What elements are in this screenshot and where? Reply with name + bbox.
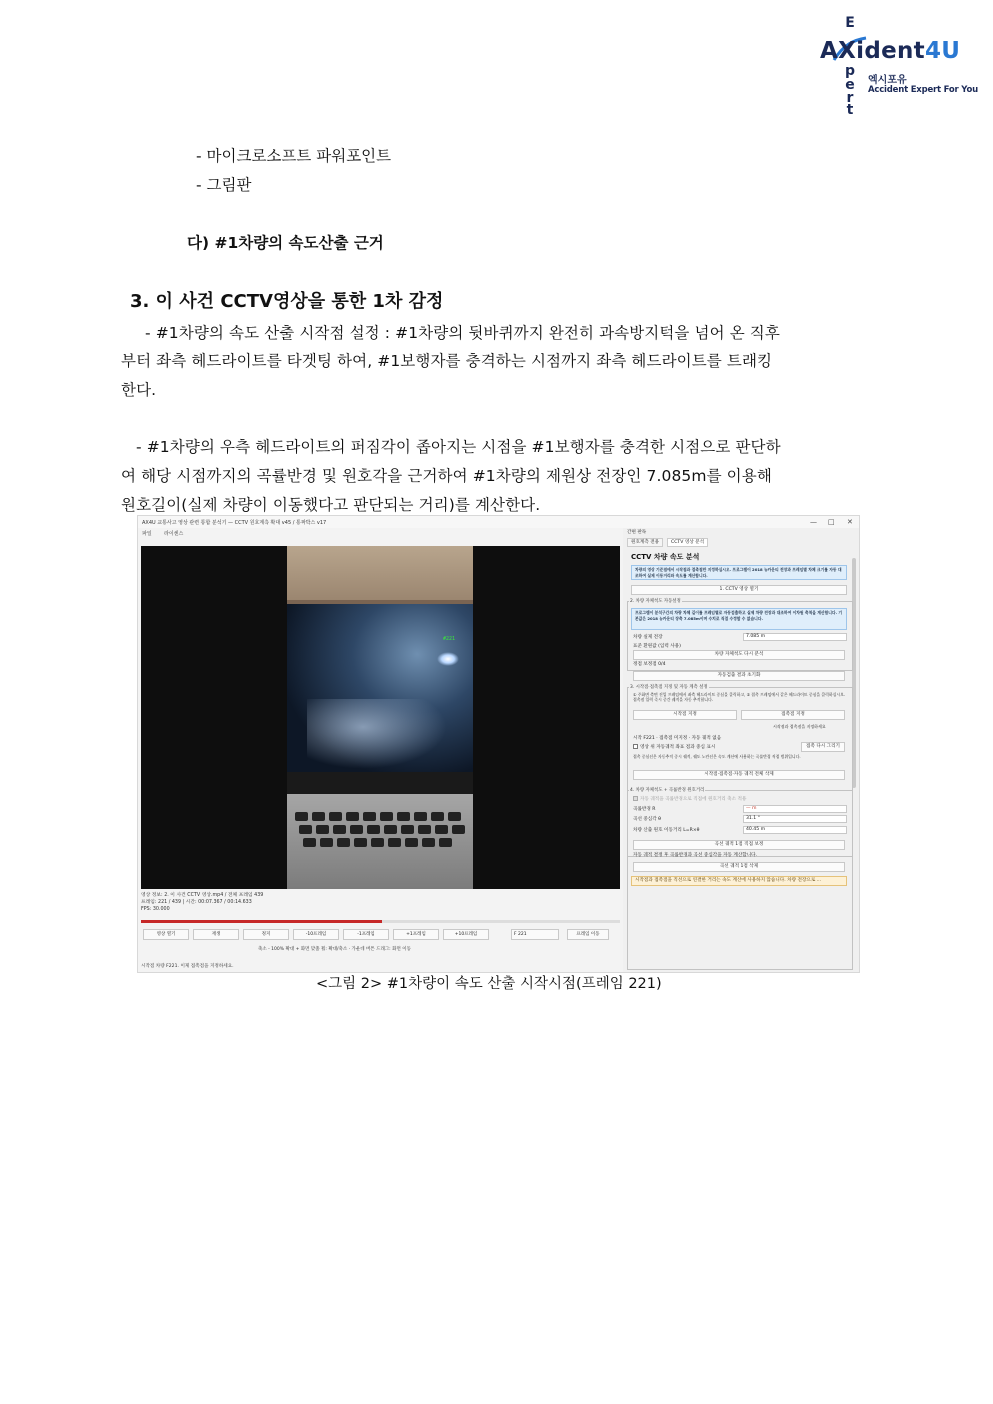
- redetect-button[interactable]: 차량 자체척도 다시 분석: [633, 650, 845, 660]
- reset-detect-button[interactable]: 자동검출 결과 초기화: [633, 671, 845, 681]
- arc-length-label: 차량 산출 원호 이동거리 L=R×θ: [633, 828, 700, 833]
- video-info-line: 프레임: 221 / 439 | 시간: 00:07.367 / 00:14.633: [141, 900, 252, 905]
- arc-auto-text: 자동 궤적 결정 후 곡률반경과 곡선 중심각을 자동 계산합니다.: [633, 853, 758, 858]
- radius-field[interactable]: — m: [743, 805, 847, 813]
- status-bar: 시작점 차량 F221. 이제 접촉점을 지정하세요.: [141, 964, 234, 969]
- embedded-screenshot: [137, 515, 860, 973]
- cctv-night-scene: [287, 604, 473, 772]
- logo-vertical-top: E: [845, 15, 855, 31]
- vehicle-length-label: 차량 실제 전장: [633, 635, 663, 640]
- tab-cctv-analysis[interactable]: CCTV 영상 분석: [667, 538, 708, 547]
- para2-line1: - #1차량의 우측 헤드라이트의 퍼짐각이 좁아지는 시점을 #1보행자를 충격한 시점으로 판단하: [136, 438, 781, 456]
- arc-length-field[interactable]: 40.45 m: [743, 826, 847, 834]
- delete-all-points-button[interactable]: 시작점·접촉점·자동 궤적 전체 삭제: [633, 770, 845, 780]
- points-note: ① 주화면 측면 진입 프레임에서 좌측 헤드라이트 중심을 클릭하고, ② 접촉 프레임에서 같은 헤드라이트 중심을 클릭하십시오. 접촉점 입력 즉시 중간 궤적을 자동 추적합니다.: [633, 692, 846, 702]
- trajectory-checkbox[interactable]: [633, 744, 715, 750]
- play-button[interactable]: 재생: [193, 929, 239, 940]
- tab-arc-measure[interactable]: 원호계측 전용: [627, 538, 663, 547]
- start-point-button[interactable]: 시작점 지정: [633, 710, 737, 720]
- menu-bar: [138, 528, 623, 538]
- contact-point-button[interactable]: 접촉점 지정: [741, 710, 845, 720]
- playback-progress-fill: [141, 920, 382, 923]
- logo-vertical-p: p: [844, 63, 856, 79]
- radius-label: 곡률반경 R: [633, 807, 656, 812]
- zoom-controls[interactable]: 축소 - 100% 확대 + 화면 맞춤 휠: 확대/축소 · 가운데 버튼 드래그: 화면 이동: [258, 947, 411, 952]
- logo-vertical-r: r: [846, 90, 854, 106]
- logo-letter-a: A: [820, 38, 839, 64]
- panel-top-label: 간편 판독: [627, 530, 647, 535]
- angle-field[interactable]: 31.1 °: [743, 815, 847, 823]
- menu-file[interactable]: 파일: [142, 531, 152, 537]
- panel-heading: CCTV 차량 속도 분석: [631, 553, 700, 561]
- auto-scale-note: 프로그램이 분석구간의 차량 차체 길이를 프레임별로 자동검출하고 실제 차량 전장과 대조하여 이차원 축척을 계산합니다. 기본값은 2018 뉴카운티 장축 7.085m이며 수치로 직접 수정할 수 없습니다.: [631, 608, 847, 630]
- back-10-frames-button[interactable]: -10프레임: [293, 929, 339, 940]
- list-item: - 마이크로소프트 파워포인트: [196, 147, 392, 165]
- video-info: [141, 892, 620, 913]
- reference-label: 표준 환원값 (입력 사용): [633, 644, 681, 649]
- logo-tagline: Accident Expert For You: [868, 85, 978, 95]
- logo-korean: 엑시포유: [868, 75, 907, 86]
- arc-delete-button[interactable]: 곡선 궤적 1점 삭제: [633, 862, 845, 872]
- app-title: AX4U 교통사고 영상 관련 통합 분석기 — CCTV 원호계측 확대 v45 / 통짜박스 v17: [142, 520, 327, 526]
- section-title: 3. 이 사건 CCTV영상을 통한 1차 감정: [130, 291, 444, 312]
- playback-buttons: [141, 929, 620, 941]
- vehicle-length-field[interactable]: 7.085 m: [743, 633, 847, 641]
- auto-arc-checkbox[interactable]: [633, 796, 746, 802]
- panel-tabs: [625, 538, 857, 547]
- intro-note: 차량의 영상 기준점에서 시작점과 접촉점만 지정하십시오. 프로그램이 2018 뉴카운티 전장과 프레임별 차체 크기를 자동 대조하여 실제 이동거리와 속도를 계산합니다.: [631, 565, 847, 580]
- redetect-result: 정점 보정점 0/4: [633, 662, 666, 667]
- para1-line3: 한다.: [121, 381, 157, 399]
- laptop-keyboard: [287, 794, 473, 889]
- video-frame: [287, 546, 473, 889]
- video-info-line: FPS: 30.000: [141, 907, 170, 912]
- menu-license[interactable]: 라이센스: [164, 531, 184, 537]
- frame-background: [287, 546, 473, 600]
- angle-label: 곡선 중심각 θ: [633, 817, 661, 822]
- subsection-title: 다) #1차량의 속도산출 근거: [187, 234, 384, 252]
- para2-line3: 원호길이(실제 차량이 이동했다고 판단되는 거리)를 계산한다.: [121, 496, 541, 514]
- para1-line2: 부터 좌측 헤드라이트를 타겟팅 하여, #1보행자를 충격하는 시점까지 좌측 헤드라이트를 트래킹: [121, 352, 773, 370]
- points-note-2: 접촉 중심선은 자동추적 중시 궤적, 궤도 노란선은 속도 계산에 사용하는 곡률반경 직접 범위입니다.: [633, 754, 801, 759]
- video-info-line: 영상 정보: 2. 이 사건 CCTV 영상.mp4 / 전체 프레임 439: [141, 893, 264, 898]
- list-item: - 그림판: [196, 176, 252, 194]
- analysis-panel: [623, 528, 859, 972]
- logo-word-4u: 4U: [924, 38, 961, 64]
- company-logo: [818, 15, 978, 118]
- track-status: 시작 F221 · 접촉점 미지정 · 자동 궤적 없음: [633, 736, 722, 741]
- logo-vertical-t: t: [846, 102, 854, 118]
- video-overlay-label: #221: [443, 636, 456, 642]
- right-hint: 시작점과 접촉점을 지정하세요: [773, 724, 826, 729]
- group-points-label: 3. 시작점·접촉점 지정 및 자동 계측 설정: [630, 685, 708, 690]
- app-title-bar: [138, 516, 859, 528]
- open-cctv-button[interactable]: 1. CCTV 영상 열기: [631, 585, 847, 595]
- laptop-bezel: [287, 772, 473, 794]
- video-viewer[interactable]: [141, 546, 620, 889]
- logo-wordmark: [820, 38, 960, 64]
- logo-vertical-e: e: [845, 77, 855, 93]
- checkbox-icon[interactable]: [633, 796, 638, 801]
- checkbox-label: 영상 위 자동궤적 좌표 점과 중심 표시: [640, 745, 716, 750]
- minimize-icon[interactable]: —: [810, 518, 817, 526]
- back-1-frame-button[interactable]: -1프레임: [343, 929, 389, 940]
- open-video-button[interactable]: 영상 열기: [143, 929, 189, 940]
- headlight-glow: [437, 652, 459, 666]
- playback-progress[interactable]: [141, 920, 620, 923]
- group-arc-label: 4. 차량 자체척도 + 곡률반경 원호거리: [630, 788, 705, 793]
- maximize-icon[interactable]: □: [828, 518, 835, 526]
- warning-banner: 시작점과 접촉점을 직선으로 연결한 거리는 속도 계산에 사용하지 않습니다. 차량 전장으로 ...: [631, 876, 847, 886]
- go-to-frame-button[interactable]: 프레임 이동: [567, 929, 609, 940]
- para2-line2: 여 해당 시점까지의 곡률반경 및 원호각을 근거하여 #1차량의 제원상 전장인 7.085m를 이용해: [121, 467, 772, 485]
- logo-word-rest: ident: [856, 38, 925, 64]
- arc-adjust-button[interactable]: 곡선 궤적 1점 직접 보정: [633, 840, 845, 850]
- forward-1-frame-button[interactable]: +1프레임: [393, 929, 439, 940]
- frame-number-input[interactable]: F 221: [511, 929, 559, 940]
- stop-button[interactable]: 정지: [243, 929, 289, 940]
- para1-line1: - #1차량의 속도 산출 시작점 설정 : #1차량의 뒷바퀴까지 완전히 과속방지턱을 넘어 온 직후: [145, 324, 780, 342]
- close-icon[interactable]: ✕: [847, 518, 853, 526]
- figure-caption: <그림 2> #1차량이 속도 산출 시작시점(프레임 221): [316, 976, 662, 992]
- auto-arc-label: 자동 궤적을 곡률반경으로 직접에 원호거리 축소 적용: [640, 797, 747, 802]
- forward-10-frames-button[interactable]: +10프레임: [443, 929, 489, 940]
- logo-letter-x: X: [838, 38, 857, 64]
- group-auto-scale-label: 2. 차량 자체척도 자동설정: [630, 599, 681, 604]
- redraw-contact-button[interactable]: 접촉 다시 그리기: [801, 742, 845, 752]
- road-surface: [307, 699, 447, 769]
- checkbox-icon[interactable]: [633, 744, 638, 749]
